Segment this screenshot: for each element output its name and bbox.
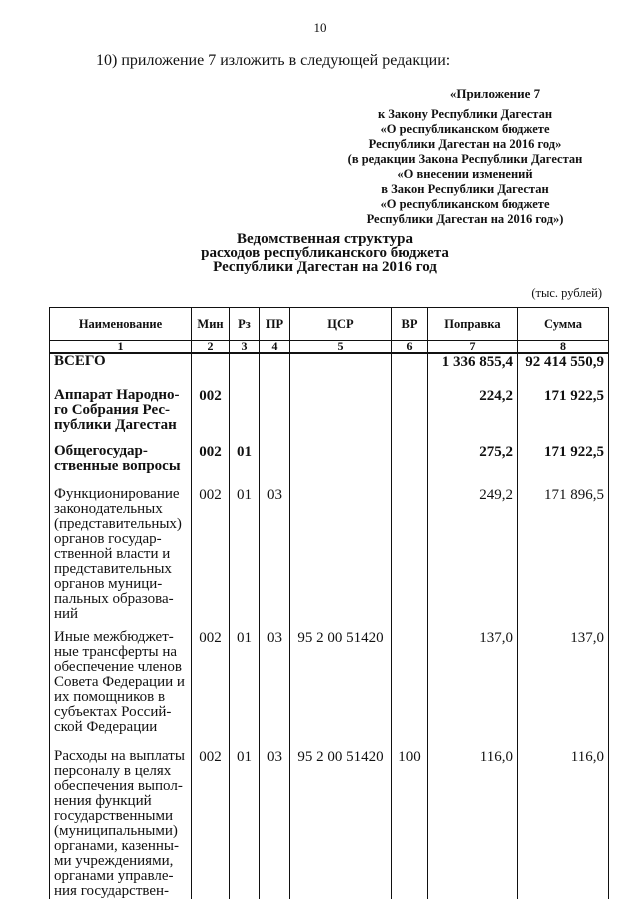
column-header: ПР: [260, 308, 290, 341]
row-popravka: 249,2: [428, 478, 518, 622]
column-header: Сумма: [518, 308, 609, 341]
table-row: [50, 478, 609, 622]
row-pr: [260, 434, 290, 478]
row-summa: 92 414 550,9: [518, 353, 609, 376]
row-name: Аппарат Народно-го Собрания Рес-публики Дагестан: [50, 376, 192, 434]
row-rz: 01: [230, 478, 260, 622]
row-min: 002: [192, 478, 230, 622]
document-title-line: расходов республиканского бюджета: [201, 245, 449, 261]
row-csr: [290, 376, 392, 434]
column-header: ВР: [392, 308, 428, 341]
appendix-line: «О внесении изменений: [397, 167, 533, 181]
appendix-title: «Приложение 7: [449, 86, 541, 101]
row-csr: [290, 478, 392, 622]
row-rz: [230, 353, 260, 376]
table-row: [50, 735, 609, 899]
row-vr: [392, 376, 428, 434]
column-number: 4: [260, 341, 290, 354]
column-number: 7: [428, 341, 518, 354]
column-number: 3: [230, 341, 260, 354]
row-popravka: 275,2: [428, 434, 518, 478]
row-vr: [392, 478, 428, 622]
column-number-row: [50, 341, 609, 354]
row-min: 002: [192, 376, 230, 434]
row-name: ВСЕГО: [50, 353, 192, 376]
row-min: 002: [192, 622, 230, 735]
row-popravka: 116,0: [428, 735, 518, 899]
row-popravka: 137,0: [428, 622, 518, 735]
column-header: Наименование: [50, 308, 192, 341]
row-pr: 03: [260, 735, 290, 899]
row-vr: [392, 434, 428, 478]
column-header: Мин: [192, 308, 230, 341]
appendix-line: «О республиканском бюджете: [380, 197, 550, 211]
row-name: Функционирование законодательных (представительных) органов государ-ственной власти и представительных органов муници-пальных образова-ний: [50, 478, 192, 622]
column-number: 1: [50, 341, 192, 354]
table-row: [50, 434, 609, 478]
units-label: (тыс. рублей): [531, 286, 602, 300]
row-rz: 01: [230, 735, 260, 899]
document-title-line: Ведомственная структура: [237, 231, 413, 247]
row-csr: 95 2 00 51420: [290, 622, 392, 735]
row-rz: 01: [230, 434, 260, 478]
appendix-line: к Закону Республики Дагестан: [377, 107, 553, 121]
table-header-row: [50, 308, 609, 341]
row-vr: [392, 353, 428, 376]
appendix-line: Республики Дагестан на 2016 год»: [368, 137, 562, 151]
document-title-line: Республики Дагестан на 2016 год: [213, 259, 437, 275]
column-header: ЦСР: [290, 308, 392, 341]
row-pr: [260, 353, 290, 376]
column-header: Поправка: [428, 308, 518, 341]
row-pr: [260, 376, 290, 434]
table-row: [50, 353, 609, 376]
row-name: Общегосудар-ственные вопросы: [50, 434, 192, 478]
column-number: 5: [290, 341, 392, 354]
row-min: 002: [192, 735, 230, 899]
row-summa: 171 922,5: [518, 376, 609, 434]
appendix-line: Республики Дагестан на 2016 год»): [366, 212, 564, 226]
row-min: [192, 353, 230, 376]
row-name: Расходы на выплаты персоналу в целях обеспечения выпол-нения функций государственными (муниципальными) органами, казенны-ми учреждениями, органами управле-ния государствен-: [50, 735, 192, 899]
row-pr: 03: [260, 478, 290, 622]
intro-line: 10) приложение 7 изложить в следующей редакции:: [96, 52, 451, 69]
row-rz: [230, 376, 260, 434]
appendix-line: «О республиканском бюджете: [380, 122, 550, 136]
row-csr: [290, 434, 392, 478]
row-summa: 137,0: [518, 622, 609, 735]
row-summa: 116,0: [518, 735, 609, 899]
row-pr: 03: [260, 622, 290, 735]
row-csr: [290, 353, 392, 376]
row-summa: 171 896,5: [518, 478, 609, 622]
appendix-header: [330, 86, 600, 227]
page-number: 10: [313, 20, 327, 35]
table-row: [50, 376, 609, 434]
row-popravka: 1 336 855,4: [428, 353, 518, 376]
row-vr: [392, 622, 428, 735]
row-min: 002: [192, 434, 230, 478]
appendix-line: в Закон Республики Дагестан: [381, 182, 549, 196]
row-popravka: 224,2: [428, 376, 518, 434]
budget-table: [49, 307, 609, 899]
column-header: Рз: [230, 308, 260, 341]
document-title: [180, 232, 470, 274]
row-summa: 171 922,5: [518, 434, 609, 478]
column-number: 8: [518, 341, 609, 354]
row-vr: 100: [392, 735, 428, 899]
row-csr: 95 2 00 51420: [290, 735, 392, 899]
row-rz: 01: [230, 622, 260, 735]
row-name: Иные межбюджет-ные трансферты на обеспечение членов Совета Федерации и их помощников в субъектах Россий-ской Федерации: [50, 622, 192, 735]
column-number: 6: [392, 341, 428, 354]
table-row: [50, 622, 609, 735]
column-number: 2: [192, 341, 230, 354]
appendix-line: (в редакции Закона Республики Дагестан: [347, 152, 583, 166]
